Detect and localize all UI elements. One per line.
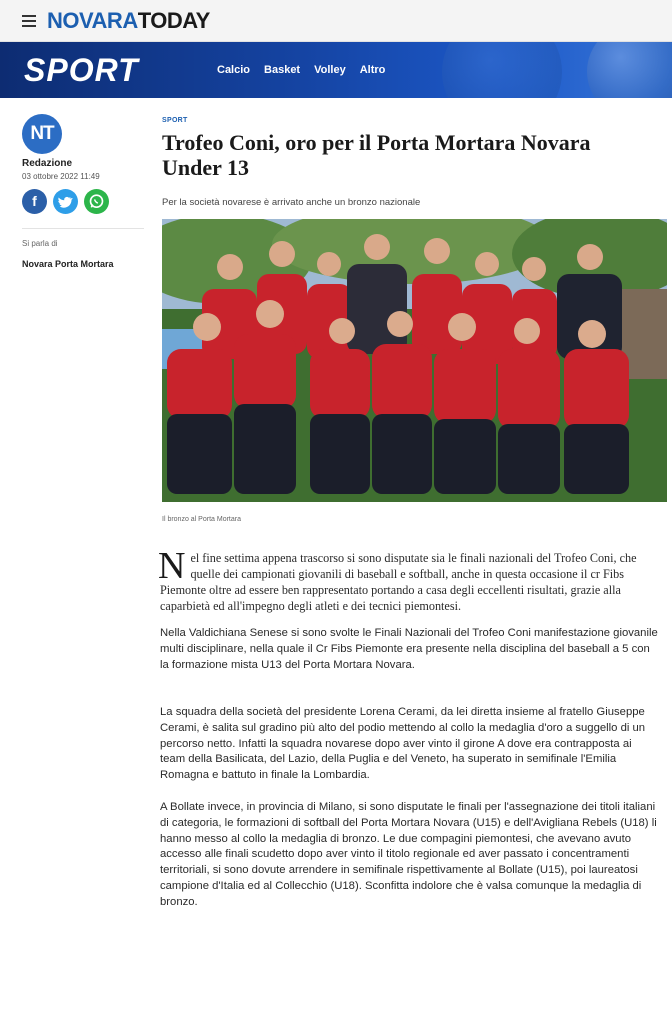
paragraph-1-text: el fine settima appena trascorso si sono disputate sia le finali nazionali del Trofeo Coni, che quelle dei campionati giovanili di baseball e softball, anche in questa occasione il cr Fibs Piemonte oltre ad essere ben rappresentato portando a casa degli eccellenti risultati, grazie alla caparbietà ed all'impegno degli atleti e dei tecnici piemontesi.: [160, 551, 637, 613]
topic-tag[interactable]: Novara Porta Mortara: [22, 259, 114, 269]
nav-volley[interactable]: Volley: [314, 64, 346, 76]
site-logo[interactable]: [47, 9, 210, 33]
drop-cap: N: [158, 545, 186, 587]
facebook-icon[interactable]: f: [22, 189, 47, 214]
whatsapp-icon[interactable]: [84, 189, 109, 214]
article-subheading: Per la società novarese è arrivato anche un bronzo nazionale: [162, 197, 421, 208]
sidebar-divider: [22, 228, 144, 229]
article-paragraph-2: Nella Valdichiana Senese si sono svolte le Finali Nazionali del Trofeo Coni manifestazione giovanile multi disciplinare, nella quale il Cr Fibs Piemonte era presente nella disciplina del baseball a 5 con la formazione mista U13 del Porta Mortara Novara.: [160, 627, 658, 671]
author-name[interactable]: Redazione: [22, 158, 73, 169]
banner-decoration: [442, 42, 562, 98]
section-nav: [217, 63, 399, 77]
sport-banner: [0, 42, 672, 98]
article-headline: Trofeo Coni, oro per il Porta Mortara Novara Under 13: [162, 130, 591, 180]
article-paragraph-1: [158, 545, 658, 614]
nav-basket[interactable]: Basket: [264, 64, 301, 76]
logo-today: TODAY: [137, 8, 210, 33]
article-paragraph-4: A Bollate invece, in provincia di Milano, si sono disputate le finali per l'assegnazione dei titoli italiani di categoria, le formazioni di softball del Porta Mortara Novara (U15) e dell'Avigliana Rebels (U18) li hanno messo al collo la medaglia di bronzo. Le due compagini piemontesi, che avevano avuto accesso alle finali scudetto dopo aver vinto il titolo regionale ed aver passato i concentramenti territoriali, si sono dovute arrendere in semifinale rispettivamente al Bollate (U15), poi laureatosi campione d'Italia ed al Collecchio (U18). Sconfitta indolore che è valsa comunque la medaglia di bronzo.: [160, 801, 657, 908]
logo-novara: NOVARA: [47, 8, 138, 33]
nav-altro[interactable]: Altro: [359, 64, 386, 76]
volleyball-decoration: [587, 42, 672, 98]
twitter-icon[interactable]: [53, 189, 78, 214]
nav-calcio[interactable]: Calcio: [217, 64, 251, 76]
top-header: [0, 0, 672, 42]
hamburger-menu-icon[interactable]: [22, 15, 36, 27]
publish-date: 03 ottobre 2022 11:49: [22, 172, 100, 181]
article-paragraph-3: La squadra della società del presidente Lorena Cerami, da lei diretta insieme al fratello Giuseppe Cerami, è salita sul gradino più alto del podio mettendo al collo la medaglia d'oro a suggello di un percorso netto. Infatti la squadra novarese dopo aver vinto il girone A dove era contrapposta ai team della Basilicata, del Lazio, della Puglia e del Veneto, ha superato in semifinale l'Emilia Romagna e battuto in finale la Lombardia.: [160, 706, 646, 782]
section-title[interactable]: SPORT: [24, 52, 139, 88]
topics-label: Si parla di: [22, 239, 58, 248]
author-avatar[interactable]: NT: [22, 114, 62, 154]
photo-caption: Il bronzo al Porta Mortara: [162, 516, 241, 523]
article-category[interactable]: SPORT: [162, 117, 188, 124]
team-photo: [162, 219, 667, 502]
